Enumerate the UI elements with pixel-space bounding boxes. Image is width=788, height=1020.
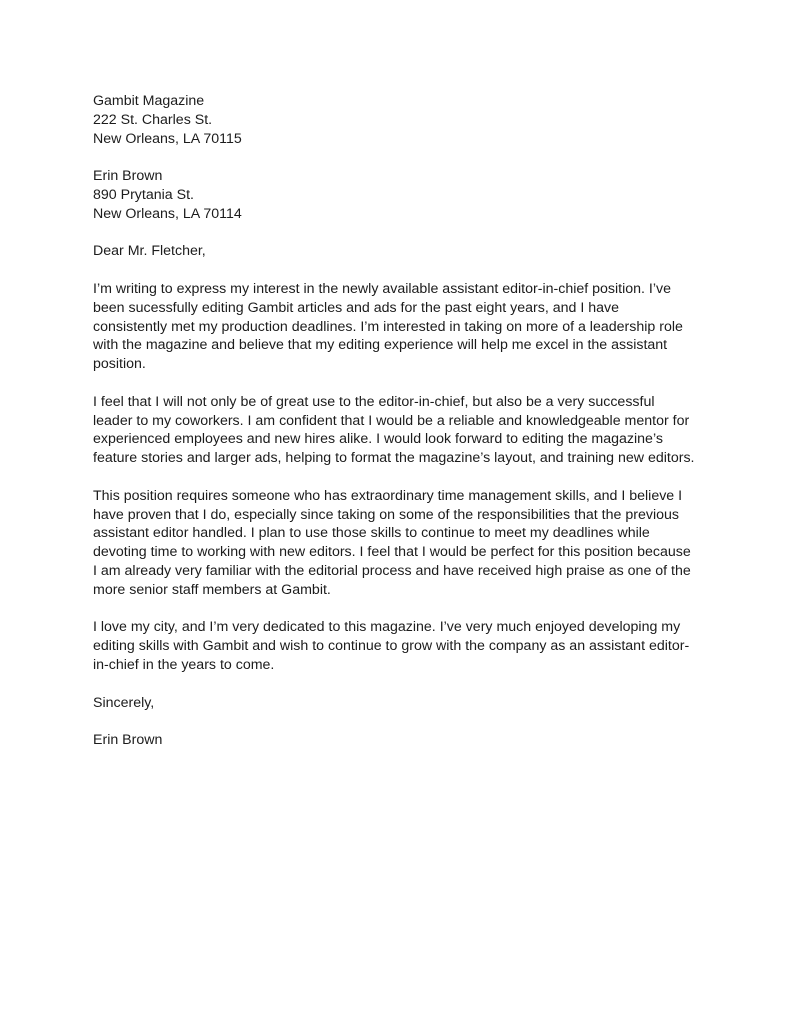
- paragraph-line: have proven that I do, especially since taking on some of the responsibilities that the previous: [93, 506, 679, 523]
- body-paragraph-4: [93, 618, 713, 674]
- sender-name: Erin Brown: [93, 168, 163, 185]
- paragraph-line: position.: [93, 356, 146, 373]
- sender-street: 890 Prytania St.: [93, 186, 194, 203]
- paragraph-line: feature stories and larger ads, helping to format the magazine’s layout, and training new editors.: [93, 450, 695, 467]
- body-paragraph-3: [93, 487, 713, 600]
- signature: Erin Brown: [93, 732, 163, 749]
- salutation: Dear Mr. Fletcher,: [93, 243, 206, 260]
- paragraph-line: experienced employees and new hires alike. I would look forward to editing the magazine’s: [93, 431, 663, 448]
- paragraph-line: editing skills with Gambit and wish to continue to grow with the company as an assistant editor-: [93, 638, 690, 655]
- paragraph-line: This position requires someone who has extraordinary time management skills, and I believe I: [93, 487, 683, 504]
- recipient-city: New Orleans, LA 70115: [93, 130, 242, 147]
- body-paragraph-1: [93, 280, 713, 374]
- paragraph-line: more senior staff members at Gambit.: [93, 581, 331, 598]
- paragraph-line: leader to my coworkers. I am confident that I would be a reliable and knowledgeable mentor for: [93, 412, 690, 429]
- paragraph-line: I love my city, and I’m very dedicated to this magazine. I’ve very much enjoyed developing my: [93, 619, 681, 636]
- sender-address: [93, 167, 713, 223]
- letter-page: [93, 92, 713, 769]
- recipient-name: Gambit Magazine: [93, 93, 205, 109]
- closing: Sincerely,: [93, 694, 155, 711]
- paragraph-line: consistently met my production deadlines. I’m interested in taking on more of a leadership role: [93, 318, 683, 335]
- paragraph-line: I am already very familiar with the editorial process and have received high praise as one of the: [93, 562, 691, 579]
- paragraph-line: with the magazine and believe that my editing experience will help me excel in the assistant: [93, 337, 668, 354]
- paragraph-line: I feel that I will not only be of great use to the editor-in-chief, but also be a very successful: [93, 393, 655, 410]
- paragraph-line: assistant editor handled. I plan to use those skills to continue to meet my deadlines while: [93, 525, 650, 542]
- sender-city: New Orleans, LA 70114: [93, 205, 242, 222]
- paragraph-line: I’m writing to express my interest in the newly available assistant editor-in-chief position. I’ve: [93, 280, 671, 297]
- paragraph-line: been sucessfully editing Gambit articles and ads for the past eight years, and I have: [93, 299, 620, 316]
- paragraph-line: in-chief in the years to come.: [93, 656, 275, 673]
- paragraph-line: devoting time to working with new editors. I feel that I would be perfect for this position because: [93, 544, 691, 561]
- body-paragraph-2: [93, 393, 713, 468]
- recipient-street: 222 St. Charles St.: [93, 111, 213, 128]
- recipient-address: [93, 92, 713, 148]
